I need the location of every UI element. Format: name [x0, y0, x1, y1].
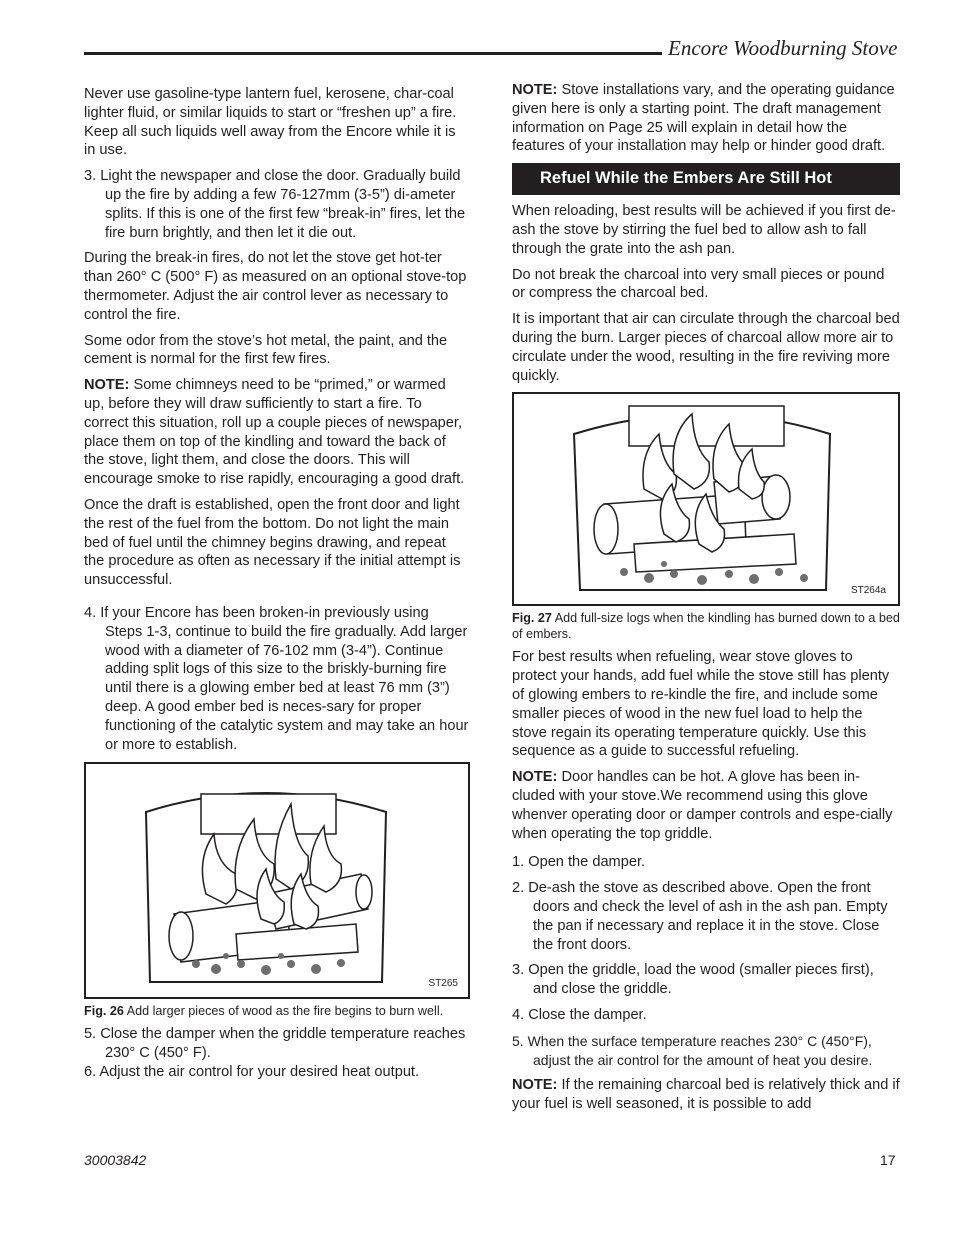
- note-chimney-priming: [84, 376, 470, 489]
- refuel-step: 2. De-ash the stove as described above. Open the front doors and check the level of ash in the ash pan. Empty the pan if necessary and replace it in the stove. Close the front doors.: [512, 880, 888, 953]
- note-door-handles: [512, 768, 900, 843]
- refuel-step: 5. When the surface temperature reaches 230° C (450°F), adjust the air control for the amount of heat you desire.: [512, 1032, 873, 1068]
- left-column: [84, 85, 470, 1089]
- refuel-step: 3. Open the griddle, load the wood (smaller pieces first), and close the griddle.: [512, 962, 874, 998]
- note-label: NOTE:: [512, 769, 558, 786]
- fireplace-illustration-fig27: [514, 394, 898, 604]
- paragraph-odor: Some odor from the stove’s hot metal, the paint, and the cement is normal for the first few fires.: [84, 332, 448, 368]
- paragraph-de-ash: When reloading, best results will be achieved if you first de-ash the stove by stirring the fuel bed to allow ash to fall through the grate into the ash pan.: [512, 203, 896, 257]
- figure-27-caption-text: Add full-size logs when the kindling has burned down to a bed of embers.: [512, 611, 900, 642]
- right-column: [512, 81, 900, 1121]
- paragraph-flammable-liquids: Never use gasoline-type lantern fuel, kerosene, char-coal lighter fluid, or similar liquids to start or “freshen up” a fire. Keep all such liquids well away from the Encore while it is in use.: [84, 86, 457, 159]
- refuel-steps: [512, 853, 900, 1069]
- step-6: 6. Adjust the air control for your desired heat output.: [84, 1063, 420, 1080]
- note-label: NOTE:: [512, 1077, 558, 1094]
- step-list-5-6: [84, 1025, 470, 1081]
- figure-26-caption-text: Add larger pieces of wood as the fire begins to burn well.: [123, 1004, 444, 1019]
- note-label: NOTE:: [84, 377, 130, 394]
- step-4: 4. If your Encore has been broken-in previously using Steps 1-3, continue to build the fire gradually. Add larger wood with a diameter of 76-102 mm (3-4”). Continue adding split logs of this size to the briskly-burning fire until there is a glowing ember bed at least 76 mm (3”) deep. A good ember bed is neces-sary for proper functioning of the catalytic system and may take an hour or more to establish.: [84, 604, 469, 753]
- fireplace-illustration-fig26: [86, 764, 468, 997]
- note-charcoal-bed: [512, 1076, 900, 1114]
- figure-27-label: Fig. 27: [512, 611, 552, 626]
- note-text: Some chimneys need to be “primed,” or warmed up, before they will draw sufficiently to start a fire. To correct this situation, roll up a couple pieces of newspaper, place them on top of the kindling and toward the back of the stove, light them, and close the doors. This will encourage smoke to rise rapidly, encouraging a good draft.: [84, 377, 465, 488]
- step-list-3: [84, 167, 470, 242]
- note-text: Door handles can be hot. A glove has been in-cluded with your stove.We recommend using this glove whenver operating door or damper controls and espe-cially when operating the top griddle.: [512, 769, 893, 842]
- note-label: NOTE:: [512, 82, 558, 98]
- refuel-step: 4. Close the damper.: [512, 1006, 647, 1023]
- header-rule: [84, 52, 662, 55]
- note-text: Stove installations vary, and the operating guidance given here is only a starting point. The draft management information on Page 25 will explain in detail how the features of your installation may help or hinder good draft.: [512, 82, 895, 155]
- figure-26: [84, 762, 470, 999]
- paragraph-charcoal: Do not break the charcoal into very small pieces or pound or compress the charcoal bed.: [512, 266, 885, 302]
- note-text: If the remaining charcoal bed is relatively thick and if your fuel is well seasoned, it is possible to add: [512, 1077, 900, 1113]
- running-head-title: Encore Woodburning Stove: [668, 36, 898, 60]
- figure-27: [512, 392, 900, 606]
- refuel-step: 1. Open the damper.: [512, 854, 646, 871]
- paragraph-draft: Once the draft is established, open the front door and light the rest of the fuel from the bottom. Do not light the main bed of fuel until the chimney begins drawing, and repeat the procedure as often as necessary if the initial attempt is unsuccessful.: [84, 496, 461, 589]
- paragraph-refueling: For best results when refueling, wear stove gloves to protect your hands, add fuel while the stove still has plenty of glowing embers to re-kindle the fire, and include some smaller pieces of wood in the new fuel load to help the stove regain its operating temperature quickly. Use this sequence as a guide to successful refueling.: [512, 649, 890, 760]
- note-installations: [512, 81, 900, 156]
- figure-26-caption: [84, 1003, 470, 1019]
- paragraph-air-circulation: It is important that air can circulate through the charcoal bed during the burn. Larger pieces of charcoal allow more air to circulate under the wood, resulting in the fire reviving more quickly.: [512, 311, 900, 384]
- figure-26-label: Fig. 26: [84, 1004, 124, 1019]
- paragraph-break-in: During the break-in fires, do not let the stove get hot-ter than 260° C (500° F) as measured on an optional stove-top thermometer. Adjust the air control lever as necessary to control the fire.: [84, 250, 467, 323]
- figure-26-code: ST265: [428, 978, 458, 990]
- step-3: 3. Light the newspaper and close the door. Gradually build up the fire by adding a few 76-127mm (3-5”) di-ameter splits. If this is one of the first few “break-in” fires, let the fire burn brightly, and then let it die out.: [84, 168, 466, 241]
- section-heading-refuel: Refuel While the Embers Are Still Hot: [512, 163, 900, 195]
- figure-27-code: ST264a: [850, 585, 886, 597]
- step-list-4: [84, 604, 470, 754]
- step-5: 5. Close the damper when the griddle temperature reaches 230° C (450° F).: [84, 1026, 466, 1062]
- footer-page-number: 17: [880, 1152, 896, 1168]
- footer-document-number: 30003842: [84, 1152, 147, 1168]
- figure-27-caption: [512, 610, 900, 642]
